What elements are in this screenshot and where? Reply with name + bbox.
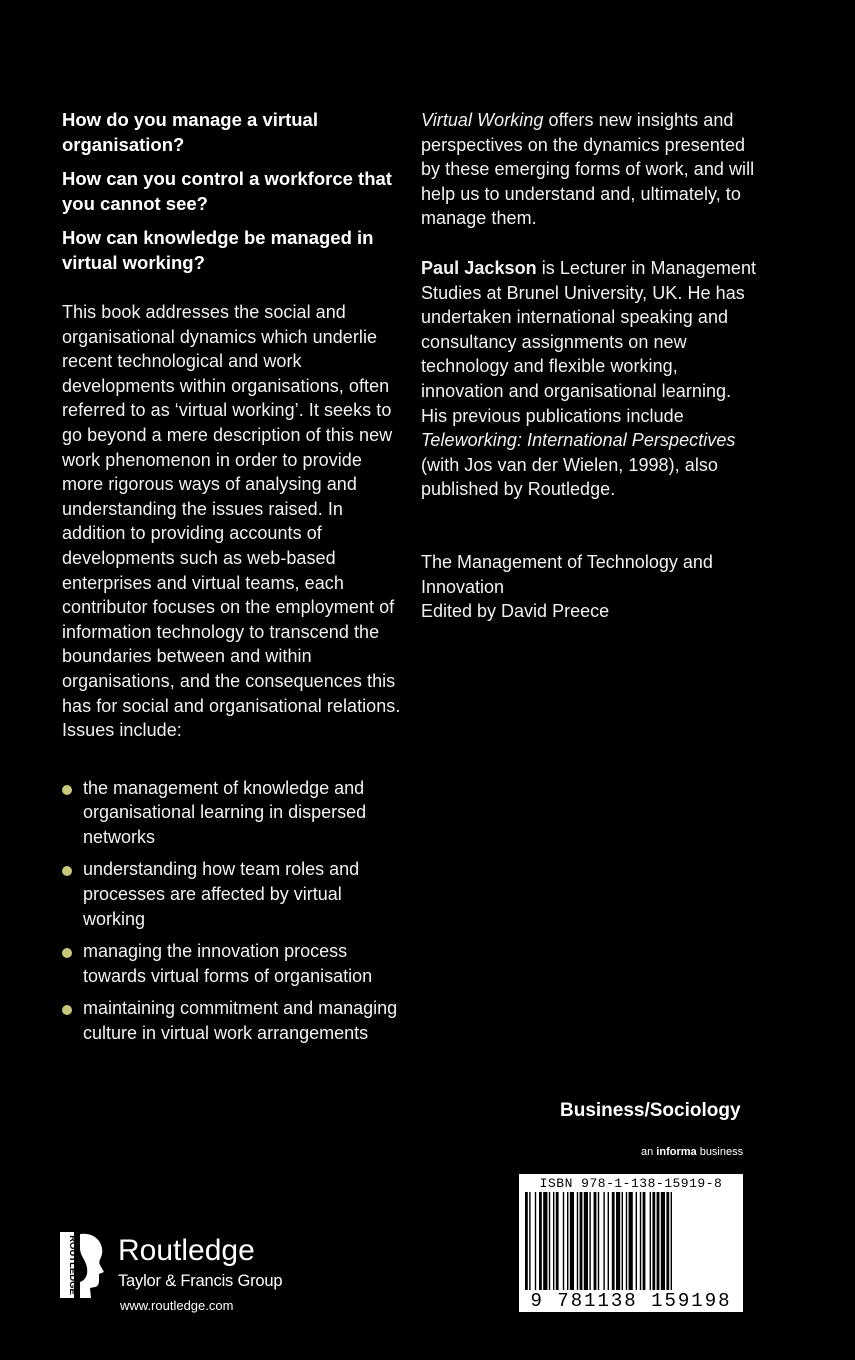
informa-prefix: an	[641, 1146, 657, 1158]
author-bio-text-1: is Lecturer in Management Studies at Brunel University, UK. He has undertaken international speaking and consultancy assignments on new technology and flexible working, innovation and organisational learning. His previous publications include	[421, 257, 757, 426]
barcode-bar	[556, 1192, 559, 1292]
barcode-bar	[563, 1192, 564, 1292]
publisher-url: www.routledge.com	[120, 1298, 234, 1313]
barcode-bar	[603, 1192, 604, 1292]
barcode-bar	[616, 1192, 620, 1292]
bullet-dot-icon	[62, 948, 72, 958]
question-1: How do you manage a virtual organisation?	[62, 109, 318, 155]
barcode-bar	[525, 1192, 528, 1292]
barcode-bar	[640, 1192, 641, 1292]
barcode-bar	[570, 1192, 574, 1292]
question-list	[62, 108, 407, 275]
list-item	[62, 857, 407, 931]
barcode-bar	[612, 1192, 615, 1292]
barcode-bar	[657, 1192, 660, 1292]
routledge-head-icon	[60, 1232, 106, 1298]
isbn-label: ISBN 978-1-138-15919-8	[539, 1176, 723, 1191]
issues-list	[62, 776, 407, 1046]
series-title: The Management of Technology and Innovation	[421, 551, 713, 597]
publisher-logo	[60, 1232, 300, 1312]
question-3: How can knowledge be managed in virtual working?	[62, 227, 374, 273]
barcode-bar	[666, 1192, 669, 1292]
issue-text: the management of knowledge and organisational learning in dispersed networks	[83, 777, 367, 847]
barcode-bar	[650, 1192, 651, 1292]
author-name: Paul Jackson	[421, 257, 537, 278]
intro-paragraph	[421, 108, 761, 231]
informa-suffix: business	[696, 1146, 744, 1158]
list-item	[62, 776, 407, 850]
question-2: How can you control a workforce that you cannot see?	[62, 168, 392, 214]
barcode-bar	[549, 1192, 550, 1292]
barcode-bar	[671, 1192, 672, 1292]
barcode-bar	[543, 1192, 547, 1292]
barcode-bar	[652, 1192, 655, 1292]
issue-text: managing the innovation process towards virtual forms of organisation	[83, 941, 373, 986]
barcode-bar	[567, 1192, 568, 1292]
barcode-bar	[629, 1192, 633, 1292]
ean-number: 9 781138 159198	[519, 1290, 743, 1312]
isbn-barcode	[519, 1174, 743, 1312]
barcode-bar	[535, 1192, 536, 1292]
informa-brand: informa	[656, 1146, 697, 1158]
barcode-bars-icon	[525, 1192, 737, 1292]
barcode-bar	[622, 1192, 623, 1292]
logo-mark-text: ROUTLEDGE	[67, 1235, 78, 1295]
barcode-bar	[636, 1192, 637, 1292]
publisher-name: Routledge	[118, 1234, 255, 1267]
bullet-dot-icon	[62, 1005, 72, 1015]
publisher-group: Taylor & Francis Group	[118, 1272, 283, 1290]
barcode-bar	[608, 1192, 609, 1292]
barcode-bar	[529, 1192, 530, 1292]
bullet-dot-icon	[62, 866, 72, 876]
barcode-bar	[598, 1192, 599, 1292]
series-editor: Edited by David Preece	[421, 601, 610, 622]
intro-text: offers new insights and perspectives on the dynamics presented by these emerging forms of work, and will help us to understand and, ultimately, to manage them.	[421, 110, 755, 229]
barcode-bar	[539, 1192, 542, 1292]
subject-category: Business/Sociology	[560, 1100, 741, 1121]
book-description: This book addresses the social and organisational dynamics which underlie recent technological and work developments within organisations, often referred to as ‘virtual working’. It seeks to go beyond a mere description of this new work phenomenon in order to provide more rigorous ways of analysing and understanding the issues raised. In addition to providing accounts of developments such as web-based enterprises and virtual teams, each contributor focuses on the employment of information technology to transcend the boundaries between and within organisations, and the consequences this has for social and organisational relations. Issues include:	[62, 302, 401, 741]
barcode-bar	[661, 1192, 665, 1292]
list-item	[62, 996, 407, 1045]
author-bio	[421, 256, 761, 502]
bullet-dot-icon	[62, 785, 72, 795]
list-item	[62, 939, 407, 988]
barcode-bar	[577, 1192, 578, 1292]
barcode-bar	[584, 1192, 588, 1292]
barcode-bar	[643, 1192, 646, 1292]
barcode-bar	[594, 1192, 597, 1292]
series-info	[421, 550, 761, 624]
barcode-bar	[626, 1192, 627, 1292]
barcode-bar	[580, 1192, 583, 1292]
author-previous-book: Teleworking: International Perspectives	[421, 430, 736, 451]
issue-text: maintaining commitment and managing culture in virtual work arrangements	[83, 998, 398, 1044]
barcode-bar	[553, 1192, 554, 1292]
right-column	[421, 108, 761, 624]
left-column	[62, 108, 407, 1054]
book-title-italic: Virtual Working	[421, 110, 544, 130]
author-bio-text-2: (with Jos van der Wielen, 1998), also published by Routledge.	[421, 454, 718, 500]
barcode-bar	[589, 1192, 590, 1292]
informa-tagline	[641, 1146, 743, 1158]
issue-text: understanding how team roles and processes are affected by virtual working	[83, 859, 360, 929]
